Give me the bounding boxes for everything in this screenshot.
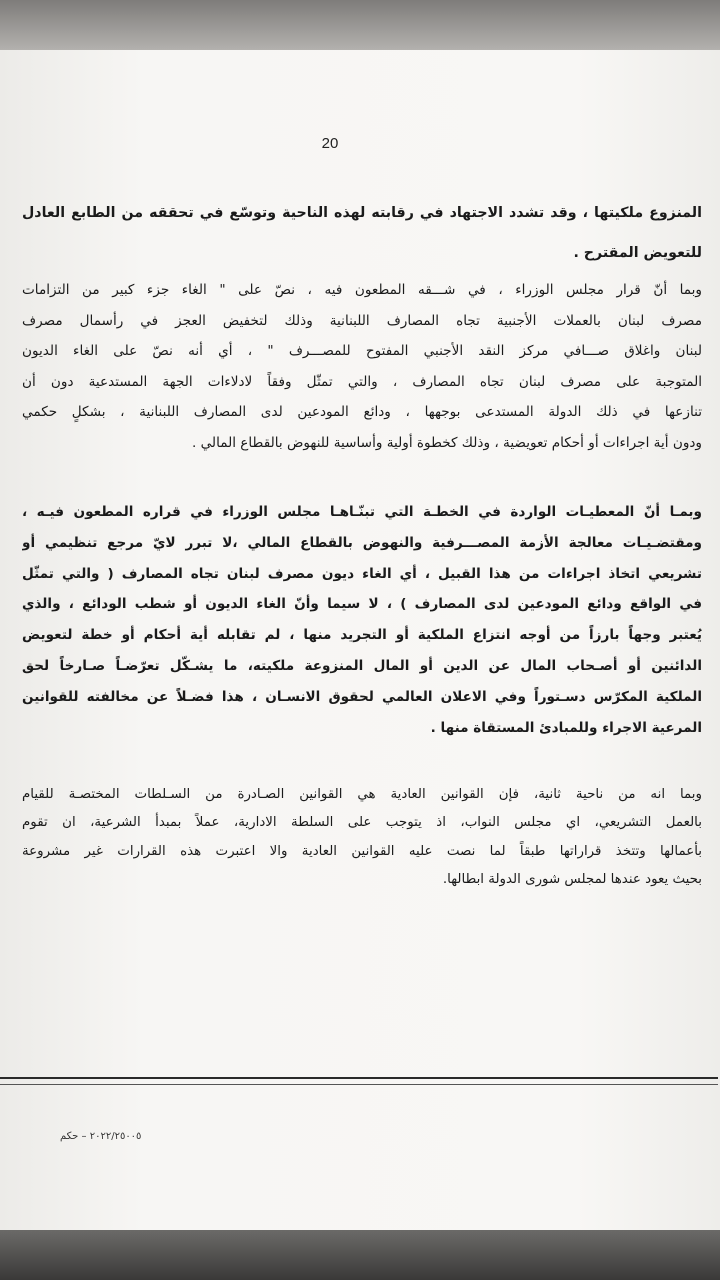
paragraph-line: الدائنين أو أصـحاب المال عن الدين أو المال المنزوعة ملكيته، ما يشـكّل تعرّضـاً صـارخاً لحق	[22, 657, 702, 674]
paragraph-line: وبما أنّ قرار مجلس الوزراء ، في شـــقه المطعون فيه ، نصّ على " الغاء جزء كبير من التزامات	[22, 282, 702, 298]
paragraph-line: المتوجبة على مصرف لبنان تجاه المصارف ، والتي تمثّل وفقاً لادلاءات الجهة المستدعية دون أن	[22, 373, 702, 390]
paragraph-line: بأعمالها وتتخذ قراراتها طبقاً لما نصت عليه القوانين العادية والا اعتبرت هذه القرارات غير مشروعة	[22, 843, 702, 859]
paragraph-1	[22, 193, 702, 273]
footer-rule-secondary	[0, 1084, 718, 1085]
paragraph-4	[22, 781, 702, 895]
page-number: 20	[321, 135, 339, 152]
paragraph-line: وبمـا أنّ المعطيـات الواردة في الخطـة التي تبنّـاهـا مجلس الوزراء في قراره المطعون فيـه ،	[22, 504, 702, 520]
top-shadow	[0, 0, 720, 50]
paragraph-line: الملكية المكرّس دسـتوراً وفي الاعلان العالمي لحقوق الانسـان ، هذا فضـلاً عن مخالفته للقوانين	[22, 688, 702, 705]
paragraph-line: ودون أية اجراءات أو أحكام تعويضية ، وذلك كخطوة أولية وأساسية للنهوض بالقطاع المالي .	[191, 434, 702, 451]
paragraph-line: لبنان واغلاق صـــافي مركز النقد الأجنبي المفتوح للمصـــرف " ، أي أنه نصّ على الغاء الديون	[22, 343, 702, 360]
paragraph-3	[22, 497, 702, 743]
paragraph-line: بالعمل التشريعي، اي مجلس النواب، اذ يتوجب على السلطة الادارية، عملاً بمبدأ الشرعية، ان تقوم	[22, 815, 702, 831]
footer-reference: ٢٠٢٢/٢٥٠٠٥ – حكم	[60, 1131, 142, 1142]
paragraph-line: يُعتبر وجهاً بارزاً من أوجه انتزاع الملكية أو التجريد منها ، لم تقابله أية أحكام أو خطة لتعويض	[22, 627, 702, 644]
paragraph-line: تشريعي اتخاذ اجراءات من هذا القبيل ، أي الغاء ديون مصرف لبنان تجاه المصارف ( والتي تمثّل	[22, 565, 702, 582]
paragraph-line: المنزوع ملكيتها ، وقد تشدد الاجتهاد في رقابته لهذه الناحية وتوسّع في تحققه من الطابع العادل	[22, 205, 702, 221]
paragraph-line: للتعويض المقترح .	[573, 245, 702, 261]
footer-rule	[0, 1077, 718, 1079]
paragraph-line: مصرف لبنان بالعملات الأجنبية تجاه المصارف اللبنانية وذلك لتخفيض العجز في رأسمال مصرف	[22, 312, 702, 329]
paragraph-2	[22, 275, 702, 459]
paragraph-line: تنازعها في ذلك الدولة المستدعى بوجهها ، ودائع المودعين لدى المصارف اللبنانية ، بشكلٍ حكمي	[22, 404, 702, 421]
paragraph-line: المرعية الاجراء وللمبادئ المستقاة منها .	[430, 719, 702, 736]
paragraph-line: في الواقع ودائع المودعين لدى المصارف ) ، لا سيما وأنّ الغاء الديون أو شطب الودائع ، والذي	[22, 596, 702, 613]
paragraph-line: بحيث يعود عندها لمجلس شورى الدولة ابطالها.	[442, 872, 702, 888]
paragraph-line: ومقتضـيـات معالجة الأزمة المصـــرفية والنهوض بالقطاع المالي ،لا تبرر لايّ مرجع تنظيمي أو	[22, 534, 702, 551]
paragraph-line: وبما انه من ناحية ثانية، فإن القوانين العادية هي القوانين الصـادرة من السـلطات المختصـة للقيام	[22, 787, 702, 802]
bottom-shadow	[0, 1230, 720, 1280]
